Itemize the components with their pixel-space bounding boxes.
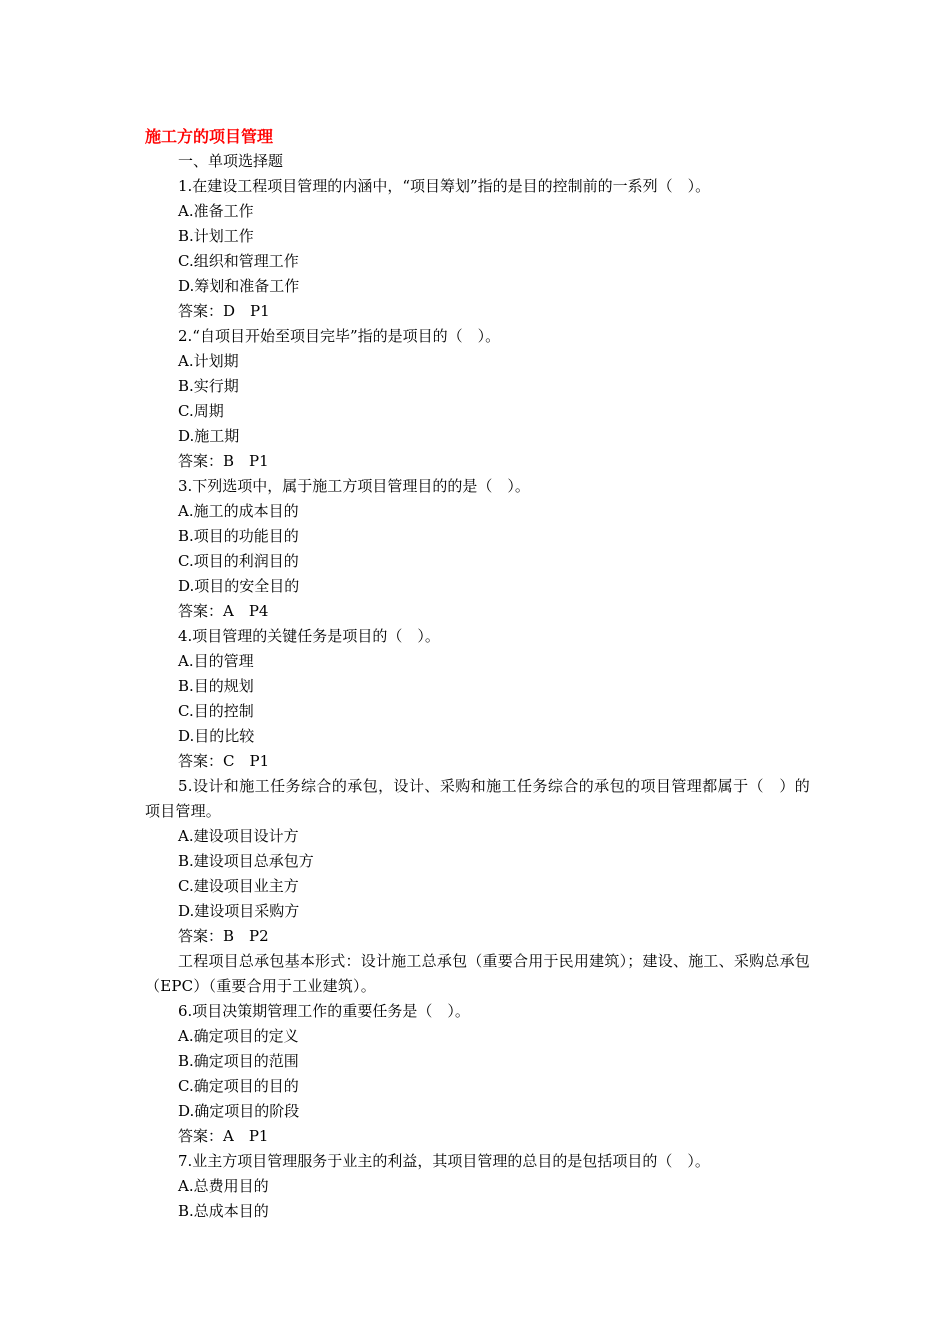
question-stem: 5.设计和施工任务综合的承包，设计、采购和施工任务综合的承包的项目管理都属于（ ）的项目管理。 <box>145 777 810 820</box>
option-b: B.总成本目的 <box>178 1202 269 1220</box>
option-d: D.施工期 <box>178 427 240 445</box>
option-b: B.确定项目的范围 <box>178 1052 299 1070</box>
option-c: C.项目的利润目的 <box>178 552 299 570</box>
option-a: A.建设项目设计方 <box>178 827 299 845</box>
option-a: A.确定项目的定义 <box>178 1027 299 1045</box>
option-a: A.施工的成本目的 <box>178 502 299 520</box>
explanation-note: 工程项目总承包基本形式：设计施工总承包（重要合用于民用建筑）；建设、施工、采购总承包（EPC）（重要合用于工业建筑）。 <box>145 952 810 995</box>
question-stem: 7.业主方项目管理服务于业主的利益，其项目管理的总目的是包括项目的（ ）。 <box>178 1152 710 1170</box>
option-b: B.建设项目总承包方 <box>178 852 314 870</box>
question-5 <box>145 774 810 999</box>
question-stem: 4.项目管理的关键任务是项目的（ ）。 <box>178 627 440 645</box>
option-c: C.组织和管理工作 <box>178 252 299 270</box>
option-d: D.筹划和准备工作 <box>178 277 300 295</box>
document-content <box>145 124 810 1224</box>
option-b: B.实行期 <box>178 377 239 395</box>
option-b: B.目的规划 <box>178 677 254 695</box>
question-stem: 6.项目决策期管理工作的重要任务是（ ）。 <box>178 1002 470 1020</box>
document-title: 施工方的项目管理 <box>145 127 274 146</box>
answer-line: 答案：A P1 <box>178 1127 269 1145</box>
question-stem: 2.“自项目开始至项目完毕”指的是项目的（ ）。 <box>178 327 501 345</box>
option-d: D.确定项目的阶段 <box>178 1102 300 1120</box>
question-4 <box>145 624 810 774</box>
question-7 <box>145 1149 810 1224</box>
option-b: B.项目的功能目的 <box>178 527 299 545</box>
question-6 <box>145 999 810 1149</box>
option-a: A.总费用目的 <box>178 1177 269 1195</box>
option-b: B.计划工作 <box>178 227 254 245</box>
answer-line: 答案：B P2 <box>178 927 269 945</box>
option-a: A.计划期 <box>178 352 239 370</box>
option-a: A.准备工作 <box>178 202 254 220</box>
answer-line: 答案：A P4 <box>178 602 269 620</box>
question-stem: 1.在建设工程项目管理的内涵中，“项目筹划”指的是目的控制前的一系列（ ）。 <box>178 177 711 195</box>
option-a: A.目的管理 <box>178 652 254 670</box>
question-1 <box>145 174 810 324</box>
option-d: D.目的比较 <box>178 727 255 745</box>
option-d: D.项目的安全目的 <box>178 577 300 595</box>
answer-line: 答案：B P1 <box>178 452 269 470</box>
answer-line: 答案：D P1 <box>178 302 270 320</box>
option-c: C.周期 <box>178 402 224 420</box>
section-heading: 一、单项选择题 <box>178 152 284 170</box>
question-3 <box>145 474 810 624</box>
question-2 <box>145 324 810 474</box>
question-stem: 3.下列选项中，属于施工方项目管理目的的是（ ）。 <box>178 477 530 495</box>
option-c: C.确定项目的目的 <box>178 1077 299 1095</box>
option-c: C.建设项目业主方 <box>178 877 299 895</box>
option-c: C.目的控制 <box>178 702 254 720</box>
option-d: D.建设项目采购方 <box>178 902 300 920</box>
answer-line: 答案：C P1 <box>178 752 270 770</box>
